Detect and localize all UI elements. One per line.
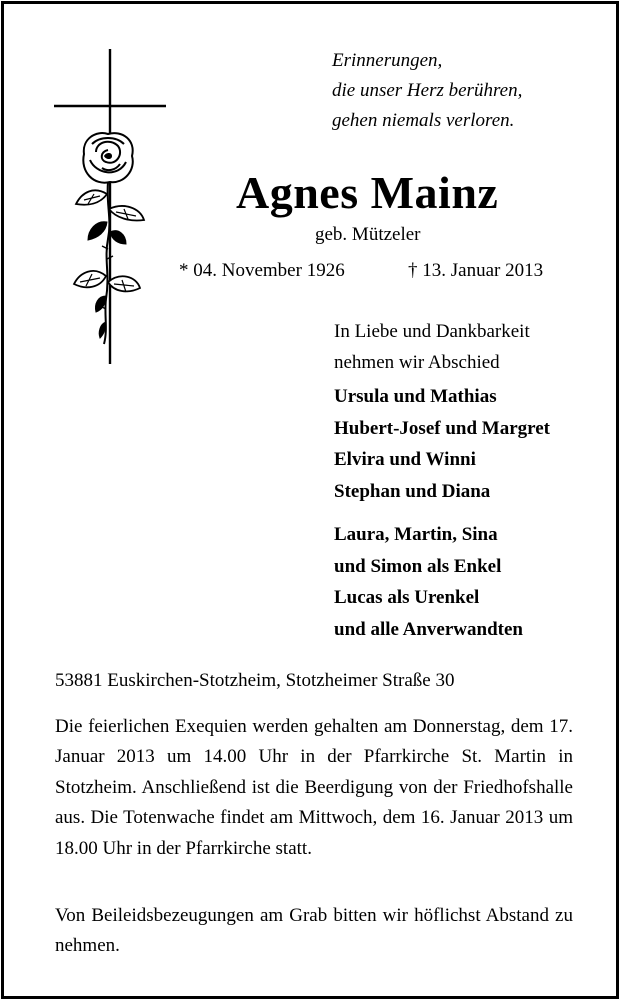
family-member: Hubert-Josef und Margret	[334, 417, 551, 439]
maiden-name: geb. Mützeler	[315, 224, 421, 245]
birth-date: * 04. November 1926	[179, 260, 345, 281]
grandchildren-line: Lucas als Urenkel	[334, 587, 480, 608]
grandchildren-line: und Simon als Enkel	[334, 555, 502, 577]
grandchildren-line: Laura, Martin, Sina	[334, 524, 498, 545]
farewell-line: In Liebe und Dankbarkeit	[334, 321, 530, 342]
farewell-line: nehmen wir Abschied	[334, 352, 500, 373]
quote-line: die unser Herz berühren,	[332, 80, 523, 101]
grandchildren-list	[334, 519, 523, 645]
memorial-quote	[332, 46, 522, 136]
farewell-text	[334, 316, 530, 378]
service-details: Die feierlichen Exequien werden gehalten am Donnerstag, dem 17. Januar 2013 um 14.00 Uhr in der Pfarrkirche St. Martin in Stotzheim. Anschließend ist die Beerdigung von der Friedhofshalle aus. Die Totenwache findet am Mittwoch, dem 16. Januar 2013 um 18.00 Uhr in der Pfarrkirche statt.	[55, 716, 573, 859]
obituary-card	[1, 1, 619, 999]
address: 53881 Euskirchen-Stotzheim, Stotzheimer Straße 30	[55, 670, 455, 691]
family-member: Stephan und Diana	[334, 480, 491, 502]
death-date: † 13. Januar 2013	[408, 260, 544, 281]
quote-line: Erinnerungen,	[332, 50, 443, 71]
family-member: Elvira und Winni	[334, 449, 476, 470]
cross-with-rose-icon	[44, 44, 174, 369]
closing-note: Von Beileidsbezeugungen am Grab bitten wir höflichst Abstand zu nehmen.	[55, 905, 573, 957]
deceased-name: Agnes Mainz	[236, 167, 499, 218]
family-list	[334, 381, 550, 507]
grandchildren-line: und alle Anverwandten	[334, 618, 523, 640]
family-member: Ursula und Mathias	[334, 386, 497, 407]
quote-line: gehen niemals verloren.	[332, 110, 515, 131]
